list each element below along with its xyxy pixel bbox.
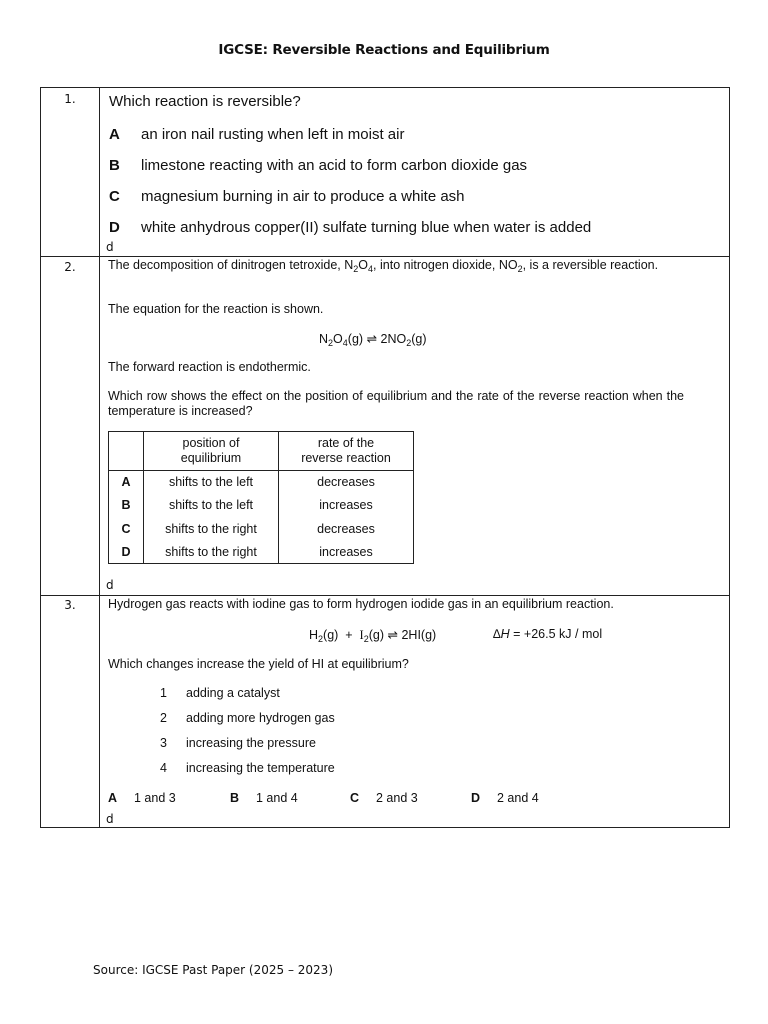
option-text: limestone reacting with an acid to form carbon dioxide gas [141, 157, 528, 174]
option-letter: B [230, 791, 240, 805]
equation: $N_2O_4(g)$ ⇌ $2NO_2(g)$ [319, 331, 427, 348]
equation-intro: The equation for the reaction is shown. [108, 302, 324, 316]
option-text: 2 and 3 [376, 791, 418, 805]
option-text: an iron nail rusting when left in moist air [141, 126, 405, 143]
question-prompt: Which row shows the effect on the position of equilibrium and the rate of the reverse reaction when the temperature is increased? [108, 389, 684, 418]
question-number: 2. [64, 260, 76, 274]
column-header: rate of the reverse reaction [279, 432, 414, 471]
statement-text: increasing the temperature [186, 761, 335, 775]
equilibrium-arrow-icon: ⇌ [387, 627, 398, 642]
table-row: A shifts to the left decreases [109, 471, 414, 494]
option-text: 1 and 3 [134, 791, 176, 805]
option-letter: D [109, 219, 120, 236]
questions-table [40, 87, 730, 828]
question-intro: The decomposition of dinitrogen tetroxide, $N_2O_4$, into nitrogen dioxide, $NO_2$, is a reversible reaction. [108, 258, 659, 274]
question-number: 3. [64, 598, 76, 612]
option-text: 2 and 4 [497, 791, 539, 805]
table-row: B shifts to the left increases [109, 493, 414, 517]
option-text: magnesium burning in air to produce a white ash [141, 188, 465, 205]
statement-number: 4 [160, 761, 167, 775]
enthalpy-change: ∆H = +26.5 kJ / mol [493, 627, 603, 641]
equation: $H_2(g) + I_2(g)$ ⇌ 2HI(g) [309, 627, 437, 644]
option-letter: B [109, 157, 120, 174]
statement-number: 3 [160, 736, 167, 750]
statement-text: increasing the pressure [186, 736, 316, 750]
question-number: 1. [64, 92, 76, 106]
option-letter: A [108, 791, 118, 805]
option-letter: C [350, 791, 360, 805]
equilibrium-arrow-icon: ⇌ [366, 331, 378, 346]
source-footer: Source: IGCSE Past Paper (2025 – 2023) [93, 963, 333, 977]
answer-text: d [106, 812, 114, 826]
number-column-divider [99, 88, 100, 827]
statement-text: adding a catalyst [186, 686, 280, 700]
forward-note: The forward reaction is endothermic. [108, 360, 311, 374]
answer-text: d [106, 240, 114, 254]
options-table [108, 431, 414, 564]
option-text: 1 and 4 [256, 791, 298, 805]
row-divider [41, 595, 729, 596]
table-row: D shifts to the right increases [109, 541, 414, 564]
statement-number: 2 [160, 711, 167, 725]
option-text: white anhydrous copper(II) sulfate turning blue when water is added [141, 219, 592, 236]
option-letter: D [471, 791, 481, 805]
statement-number: 1 [160, 686, 167, 700]
page-title: IGCSE: Reversible Reactions and Equilibrium [218, 42, 550, 58]
row-divider [41, 256, 729, 257]
question-intro: Hydrogen gas reacts with iodine gas to form hydrogen iodide gas in an equilibrium reaction. [108, 597, 614, 611]
table-row: C shifts to the right decreases [109, 517, 414, 541]
answer-text: d [106, 578, 114, 592]
column-header: position of equilibrium [144, 432, 279, 471]
statement-text: adding more hydrogen gas [186, 711, 335, 725]
question-prompt: Which changes increase the yield of HI at equilibrium? [108, 657, 409, 671]
question-stem: Which reaction is reversible? [109, 93, 301, 110]
option-letter: A [109, 126, 120, 143]
option-letter: C [109, 188, 120, 205]
